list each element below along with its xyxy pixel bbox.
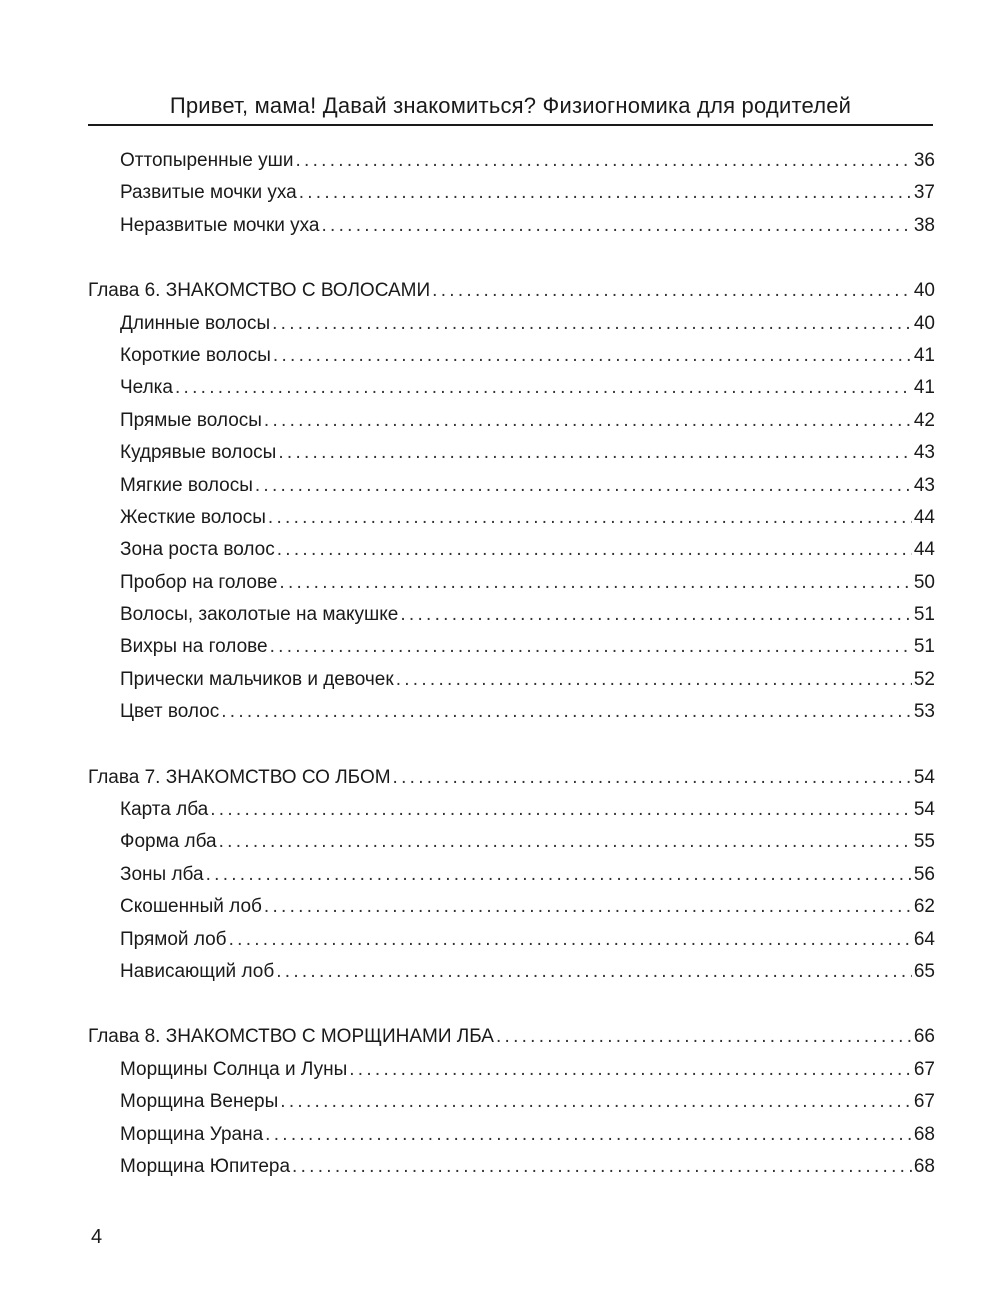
- toc-entry-page: 37: [913, 182, 935, 204]
- toc-entry[interactable]: [88, 1119, 935, 1151]
- section-gap: [88, 242, 935, 275]
- toc-entry[interactable]: [88, 308, 935, 340]
- toc-entry-page: 54: [913, 799, 935, 821]
- toc-entry-title: Челка: [120, 377, 173, 399]
- dot-leader: [175, 372, 912, 404]
- toc-entry-page: 67: [913, 1058, 935, 1080]
- toc-entry-page: 52: [913, 668, 935, 690]
- toc-entry[interactable]: [88, 567, 935, 599]
- toc-entry-title: Зона роста волос: [120, 539, 275, 561]
- toc-entry-page: 64: [913, 928, 935, 950]
- toc-entry-title: Форма лба: [120, 831, 217, 853]
- dot-leader: [273, 340, 912, 372]
- toc-entry[interactable]: [88, 1151, 935, 1183]
- dot-leader: [432, 275, 912, 307]
- toc-entry[interactable]: [88, 470, 935, 502]
- dot-leader: [264, 891, 912, 923]
- toc-entry[interactable]: [88, 372, 935, 404]
- toc-entry[interactable]: [88, 534, 935, 566]
- toc-entry-page: 43: [913, 442, 935, 464]
- toc-entry-title: Морщина Урана: [120, 1123, 264, 1145]
- dot-leader: [264, 405, 912, 437]
- toc-entry-page: 53: [913, 701, 935, 723]
- toc-entry-title: Нависающий лоб: [120, 960, 275, 982]
- toc-chapter-page: 66: [913, 1026, 935, 1048]
- toc-chapter-title: Глава 7. ЗНАКОМСТВО СО ЛБОМ: [88, 766, 391, 788]
- toc-entry[interactable]: [88, 859, 935, 891]
- dot-leader: [400, 599, 912, 631]
- toc-entry-page: 55: [913, 831, 935, 853]
- dot-leader: [270, 631, 912, 663]
- toc-chapter-title: Глава 6. ЗНАКОМСТВО С ВОЛОСАМИ: [88, 280, 431, 302]
- dot-leader: [206, 859, 912, 891]
- dot-leader: [396, 664, 912, 696]
- section-gap: [88, 988, 935, 1021]
- toc-chapter-page: 54: [913, 766, 935, 788]
- dot-leader: [280, 1086, 912, 1118]
- dot-leader: [496, 1021, 912, 1053]
- toc-entry-page: 41: [913, 344, 935, 366]
- toc-entry[interactable]: [88, 405, 935, 437]
- page-number: 4: [91, 1226, 103, 1248]
- toc-entry-title: Мягкие волосы: [120, 474, 253, 496]
- toc-chapter-title: Глава 8. ЗНАКОМСТВО С МОРЩИНАМИ ЛБА: [88, 1026, 494, 1048]
- toc-entry-page: 36: [913, 150, 935, 171]
- toc-entry[interactable]: [88, 340, 935, 372]
- dot-leader: [276, 956, 912, 988]
- toc-entry-page: 40: [913, 312, 935, 334]
- toc-entry[interactable]: [88, 956, 935, 988]
- toc-entry-title: Короткие волосы: [120, 344, 271, 366]
- toc-entry-title: Морщины Солнца и Луны: [120, 1058, 348, 1080]
- dot-leader: [255, 470, 912, 502]
- dot-leader: [349, 1054, 912, 1086]
- toc-entry[interactable]: [88, 177, 935, 209]
- toc-entry-title: Развитые мочки уха: [120, 182, 297, 204]
- toc-entry-page: 50: [913, 571, 935, 593]
- toc-entry[interactable]: [88, 631, 935, 663]
- toc-chapter-page: 40: [913, 280, 935, 302]
- toc-entry[interactable]: [88, 437, 935, 469]
- toc-entry[interactable]: [88, 145, 935, 177]
- toc-entry-title: Пробор на голове: [120, 571, 278, 593]
- toc-entry-title: Цвет волос: [120, 701, 220, 723]
- dot-leader: [277, 534, 912, 566]
- toc-entry-title: Волосы, заколотые на макушке: [120, 604, 399, 626]
- toc-chapter-8[interactable]: [88, 1021, 935, 1053]
- toc-entry-page: 65: [913, 960, 935, 982]
- toc-entry-page: 62: [913, 896, 935, 918]
- toc-entry-title: Длинные волосы: [120, 312, 271, 334]
- dot-leader: [393, 762, 912, 794]
- toc-entry-page: 56: [913, 863, 935, 885]
- dot-leader: [295, 145, 911, 177]
- dot-leader: [292, 1151, 912, 1183]
- table-of-contents: [88, 145, 935, 1183]
- toc-entry-page: 44: [913, 539, 935, 561]
- toc-entry[interactable]: [88, 924, 935, 956]
- section-gap: [88, 729, 935, 762]
- dot-leader: [268, 502, 912, 534]
- dot-leader: [221, 696, 912, 728]
- toc-entry[interactable]: [88, 664, 935, 696]
- toc-entry-title: Карта лба: [120, 799, 209, 821]
- toc-entry-title: Зоны лба: [120, 863, 204, 885]
- dot-leader: [322, 210, 912, 242]
- dot-leader: [272, 308, 912, 340]
- header-rule: [88, 124, 933, 126]
- toc-entry-page: 51: [913, 604, 935, 626]
- toc-entry-title: Прямой лоб: [120, 928, 227, 950]
- toc-entry-title: Оттопыренные уши: [120, 150, 294, 171]
- toc-entry[interactable]: [88, 891, 935, 923]
- toc-entry-page: 38: [913, 214, 935, 236]
- toc-entry-title: Вихры на голове: [120, 636, 268, 658]
- dot-leader: [279, 567, 911, 599]
- toc-entry-title: Морщина Юпитера: [120, 1155, 291, 1177]
- toc-entry-title: Скошенный лоб: [120, 896, 262, 918]
- toc-entry[interactable]: [88, 210, 935, 242]
- toc-entry-page: 68: [913, 1123, 935, 1145]
- toc-entry-page: 42: [913, 409, 935, 431]
- toc-entry-title: Морщина Венеры: [120, 1091, 279, 1113]
- toc-entry-page: 41: [913, 377, 935, 399]
- toc-entry-title: Прямые волосы: [120, 409, 262, 431]
- toc-chapter-7[interactable]: [88, 762, 935, 794]
- page-header-title: Привет, мама! Давай знакомиться? Физиогномика для родителей: [169, 93, 852, 118]
- toc-entry-page: 51: [913, 636, 935, 658]
- dot-leader: [219, 826, 912, 858]
- toc-entry[interactable]: [88, 696, 935, 728]
- dot-leader: [210, 794, 912, 826]
- toc-entry-page: 43: [913, 474, 935, 496]
- toc-entry-title: Жесткие волосы: [120, 506, 266, 528]
- toc-entry-title: Кудрявые волосы: [120, 442, 277, 464]
- toc-entry-page: 67: [913, 1091, 935, 1113]
- dot-leader: [299, 177, 912, 209]
- dot-leader: [278, 437, 912, 469]
- dot-leader: [229, 924, 912, 956]
- toc-entry[interactable]: [88, 599, 935, 631]
- toc-entry[interactable]: [88, 1086, 935, 1118]
- dot-leader: [265, 1119, 912, 1151]
- toc-chapter-6[interactable]: [88, 275, 935, 307]
- toc-entry-page: 44: [913, 506, 935, 528]
- toc-entry[interactable]: [88, 826, 935, 858]
- toc-entry[interactable]: [88, 794, 935, 826]
- toc-entry-title: Прически мальчиков и девочек: [120, 668, 394, 690]
- toc-entry[interactable]: [88, 502, 935, 534]
- toc-entry[interactable]: [88, 1054, 935, 1086]
- toc-entry-page: 68: [913, 1155, 935, 1177]
- toc-entry-title: Неразвитые мочки уха: [120, 214, 320, 236]
